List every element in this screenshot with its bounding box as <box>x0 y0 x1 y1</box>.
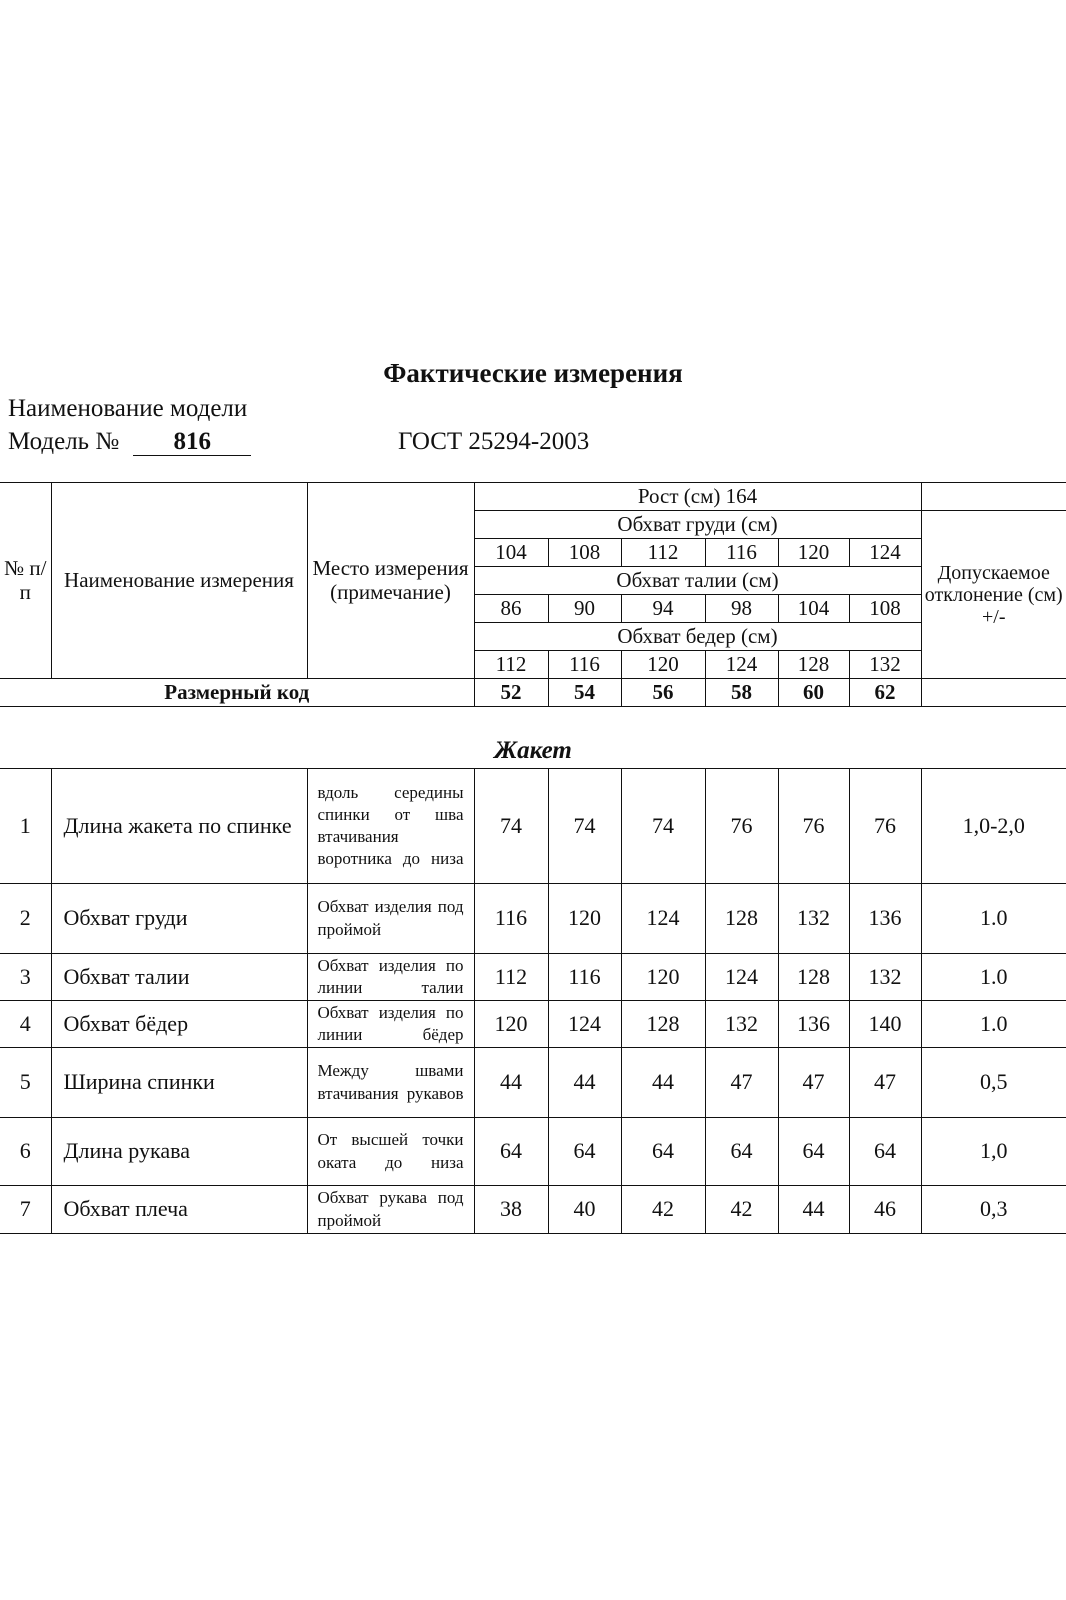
row-number: 5 <box>0 1048 51 1118</box>
row-number: 6 <box>0 1118 51 1186</box>
table-row <box>0 954 1066 1001</box>
size-code: 54 <box>548 679 621 707</box>
tolerance-value: 1.0 <box>921 884 1066 954</box>
chest-value: 112 <box>621 539 705 567</box>
measurement-value: 74 <box>474 769 548 884</box>
measurement-value: 136 <box>778 1001 849 1048</box>
measurement-place: Обхват изделия под проймой <box>307 884 474 954</box>
chest-value: 104 <box>474 539 548 567</box>
measurement-value: 76 <box>778 769 849 884</box>
tolerance-value: 1.0 <box>921 1001 1066 1048</box>
measurement-value: 116 <box>474 884 548 954</box>
col-place-header: Место измерения (примечание) <box>307 483 474 679</box>
measurement-value: 120 <box>621 954 705 1001</box>
waist-value: 90 <box>548 595 621 623</box>
measurement-value: 47 <box>705 1048 778 1118</box>
measurement-value: 128 <box>705 884 778 954</box>
measurement-value: 74 <box>621 769 705 884</box>
measurement-value: 44 <box>474 1048 548 1118</box>
hips-value: 124 <box>705 651 778 679</box>
waist-value: 108 <box>849 595 921 623</box>
size-code: 56 <box>621 679 705 707</box>
measurement-name: Длина жакета по спинке <box>51 769 307 884</box>
measurement-place: Обхват изделия по линии талии <box>307 954 474 1001</box>
chest-header: Обхват груди (см) <box>474 511 921 539</box>
size-header-table <box>0 482 1066 707</box>
tolerance-value: 1,0 <box>921 1118 1066 1186</box>
gost-standard: ГОСТ 25294-2003 <box>398 428 590 455</box>
table-row <box>0 1001 1066 1048</box>
measurement-name: Обхват бёдер <box>51 1001 307 1048</box>
measurement-value: 120 <box>548 884 621 954</box>
hips-value: 128 <box>778 651 849 679</box>
measurement-name: Обхват груди <box>51 884 307 954</box>
height-header: Рост (см) 164 <box>474 483 921 511</box>
measurement-value: 116 <box>548 954 621 1001</box>
measurement-value: 42 <box>621 1186 705 1234</box>
measurement-value: 40 <box>548 1186 621 1234</box>
measurement-name: Ширина спинки <box>51 1048 307 1118</box>
size-code: 52 <box>474 679 548 707</box>
waist-value: 104 <box>778 595 849 623</box>
measurement-value: 136 <box>849 884 921 954</box>
row-number: 2 <box>0 884 51 954</box>
measurement-value: 64 <box>474 1118 548 1186</box>
tolerance-value: 1,0-2,0 <box>921 769 1066 884</box>
measurement-place: Между швами втачивания рукавов <box>307 1048 474 1118</box>
row-number: 7 <box>0 1186 51 1234</box>
waist-value: 98 <box>705 595 778 623</box>
measurement-value: 76 <box>705 769 778 884</box>
tolerance-value: 0,5 <box>921 1048 1066 1118</box>
measurement-place: Обхват изделия по линии бёдер <box>307 1001 474 1048</box>
measurement-name: Длина рукава <box>51 1118 307 1186</box>
measurement-value: 64 <box>621 1118 705 1186</box>
measurement-name: Обхват плеча <box>51 1186 307 1234</box>
hips-value: 120 <box>621 651 705 679</box>
size-code: 60 <box>778 679 849 707</box>
measurement-value: 132 <box>705 1001 778 1048</box>
row-number: 3 <box>0 954 51 1001</box>
waist-header: Обхват талии (см) <box>474 567 921 595</box>
measurement-place: вдоль середины спинки от шва втачивания воротника до низа <box>307 769 474 884</box>
measurement-value: 124 <box>705 954 778 1001</box>
measurement-value: 46 <box>849 1186 921 1234</box>
measurement-place: Обхват рукава под проймой <box>307 1186 474 1234</box>
measurement-value: 64 <box>778 1118 849 1186</box>
size-code-label: Размерный код <box>0 679 474 707</box>
measurement-value: 128 <box>778 954 849 1001</box>
measurement-value: 140 <box>849 1001 921 1048</box>
tolerance-header: Допускаемое отклонение (см) +/- <box>921 511 1066 679</box>
measurement-value: 74 <box>548 769 621 884</box>
hips-value: 112 <box>474 651 548 679</box>
waist-value: 86 <box>474 595 548 623</box>
chest-value: 120 <box>778 539 849 567</box>
model-number: 816 <box>133 429 251 456</box>
measurement-value: 132 <box>778 884 849 954</box>
measurement-name: Обхват талии <box>51 954 307 1001</box>
chest-value: 124 <box>849 539 921 567</box>
tolerance-header-top <box>921 483 1066 511</box>
model-number-label: Модель № <box>8 428 120 455</box>
table-row <box>0 1118 1066 1186</box>
measurement-value: 76 <box>849 769 921 884</box>
measurements-table <box>0 768 1066 1234</box>
measurement-value: 64 <box>849 1118 921 1186</box>
measurement-value: 124 <box>548 1001 621 1048</box>
row-number: 4 <box>0 1001 51 1048</box>
tolerance-value: 0,3 <box>921 1186 1066 1234</box>
col-name-header: Наименование измерения <box>51 483 307 679</box>
row-number: 1 <box>0 769 51 884</box>
measurement-value: 124 <box>621 884 705 954</box>
measurement-value: 64 <box>705 1118 778 1186</box>
measurement-value: 47 <box>778 1048 849 1118</box>
measurement-value: 128 <box>621 1001 705 1048</box>
hips-value: 116 <box>548 651 621 679</box>
size-code: 62 <box>849 679 921 707</box>
col-number-header: № п/п <box>0 483 51 679</box>
measurement-value: 64 <box>548 1118 621 1186</box>
section-title: Жакет <box>494 737 572 764</box>
measurement-value: 38 <box>474 1186 548 1234</box>
measurement-place: От высшей точки оката до низа <box>307 1118 474 1186</box>
measurement-value: 44 <box>548 1048 621 1118</box>
measurement-value: 44 <box>778 1186 849 1234</box>
chest-value: 108 <box>548 539 621 567</box>
table-row <box>0 1048 1066 1118</box>
model-name-label: Наименование модели <box>8 395 248 422</box>
measurement-value: 47 <box>849 1048 921 1118</box>
measurement-value: 120 <box>474 1001 548 1048</box>
size-code: 58 <box>705 679 778 707</box>
tolerance-value: 1.0 <box>921 954 1066 1001</box>
waist-value: 94 <box>621 595 705 623</box>
hips-value: 132 <box>849 651 921 679</box>
chest-value: 116 <box>705 539 778 567</box>
size-code-tolerance-empty <box>921 679 1066 707</box>
measurement-value: 44 <box>621 1048 705 1118</box>
measurement-value: 42 <box>705 1186 778 1234</box>
table-row <box>0 884 1066 954</box>
hips-header: Обхват бедер (см) <box>474 623 921 651</box>
measurement-value: 112 <box>474 954 548 1001</box>
page-title: Фактические измерения <box>383 358 683 388</box>
table-row <box>0 1186 1066 1234</box>
model-number-line <box>8 428 251 456</box>
measurement-value: 132 <box>849 954 921 1001</box>
table-row <box>0 769 1066 884</box>
